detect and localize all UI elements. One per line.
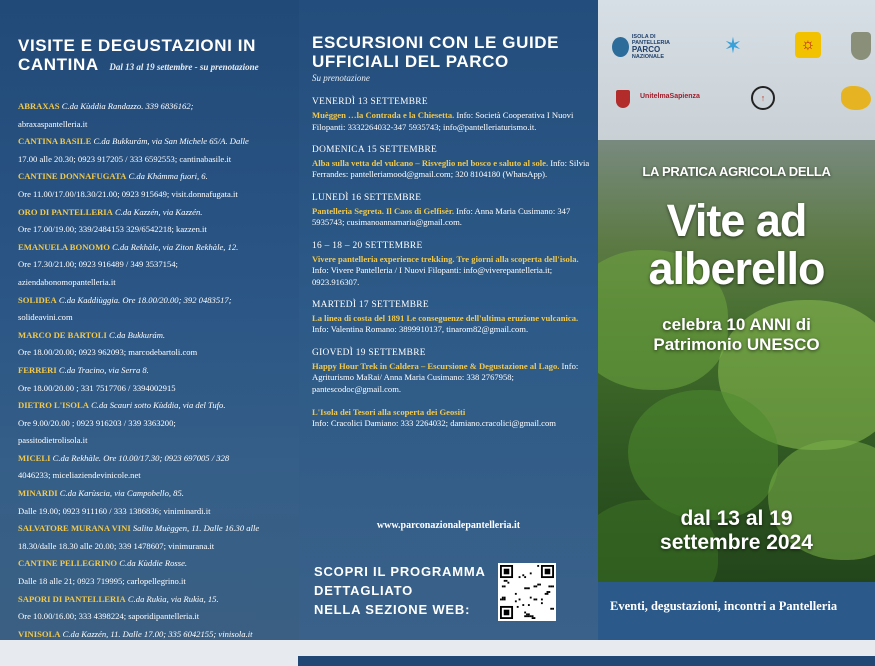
winery-name: MARCO DE BARTOLI	[18, 329, 107, 340]
winery-name: DIETRO L'ISOLA	[18, 400, 89, 411]
excursion-date: GIOVEDÌ 19 SETTEMBRE	[312, 347, 426, 358]
winery-name: VINISOLA	[18, 628, 61, 639]
winery-name: CANTINE DONNAFUGATA	[18, 171, 127, 182]
winery-line1: Salita Muèggen, 11. Dalle 16.30 alle	[130, 523, 260, 534]
winery-line1: C.da Rekhàle, via Ziton Rekhàle, 12.	[109, 241, 239, 252]
winery-line2: 17.00 alle 20.30; 0923 917205 / 333 6592553; cantinabasile.it	[18, 153, 232, 164]
winery-entry	[18, 450, 296, 485]
excursion-date: LUNEDÌ 16 SETTEMBRE	[312, 192, 422, 203]
cover-kicker: LA PRATICA AGRICOLA DELLA	[642, 164, 831, 179]
winery-entry	[18, 239, 296, 292]
cta-line1: SCOPRI IL PROGRAMMA	[314, 564, 486, 579]
winery-entry	[18, 133, 296, 168]
excursion-title: Pantelleria Segreta. Il Caos di Gelfisèr.	[312, 206, 455, 217]
next-page-edge	[298, 656, 875, 666]
parco-nazionale-logo	[612, 30, 670, 64]
cover-tagline: Eventi, degustazioni, incontri a Pantelleria	[610, 599, 838, 613]
winery-line1: C.da Bukkurám, via San Michele 65/A. Dalle	[91, 136, 249, 147]
parco-line4: NAZIONALE	[631, 54, 664, 60]
winery-line3: passitodietrolisola.it	[18, 435, 88, 446]
sicily-logo-icon: ☼	[795, 32, 821, 58]
cover-subtitle-line1: celebra 10 ANNI di	[662, 315, 811, 334]
cover-dates-line2: settembre 2024	[660, 531, 813, 554]
excursion-title: Vivere pantelleria experience trekking. Tre giorni alla scoperta dell'isola.	[312, 253, 579, 264]
cover-title-line2: alberello	[648, 243, 825, 294]
winery-entry	[18, 555, 296, 590]
cover-title-line1: Vite ad	[666, 195, 807, 246]
excursion-title: La linea di costa del 1891 Le conseguenze dell'ultima eruzione vulcanica.	[312, 313, 579, 324]
excursion-title: Happy Hour Trek in Caldera – Escursione & Degustazione al Lago.	[312, 361, 560, 372]
crest-small-icon	[616, 90, 630, 108]
cover-dates-line1: dal 13 al 19	[680, 507, 793, 530]
excursion-info: Info: Vivere Pantelleria / I Nuovi Filopanti: info@viverepantelleria.it; 0923.916307.	[312, 265, 553, 287]
winery-line1: C.da Kazzén, via Kazzén.	[112, 206, 203, 217]
winery-line2: Ore 18.00/20.00; 0923 962093; marcodebartoli.com	[18, 347, 198, 358]
winery-line1: C.da Scauri sotto Kùddia, via del Tufo.	[88, 400, 226, 411]
winery-line1: C.da Tracino, via Serra 8.	[56, 364, 149, 375]
excursion-info: Info: Agriturismo MaRai/ Anna Maria Cusimano: 338 2767958; pantescodoc@gmail.com.	[312, 361, 579, 394]
event-list	[312, 97, 592, 442]
winery-entry	[18, 397, 296, 450]
wineries-subtitle: Dal 13 al 19 settembre - su prenotazione	[109, 62, 259, 72]
jrc-logo-icon: ↑	[751, 86, 775, 110]
excursion-entry	[312, 97, 592, 133]
excursions-title-line1: ESCURSIONI CON LE GUIDE	[312, 33, 560, 52]
partner-leaf-logo-icon	[841, 86, 871, 110]
winery-line1: C.da Karùscia, via Campobello, 85.	[57, 488, 184, 499]
excursions-title	[312, 33, 592, 71]
cover-panel	[598, 0, 875, 640]
winery-entry	[18, 204, 296, 239]
winery-entry	[18, 168, 296, 203]
winery-line2: Ore 11.00/17.00/18.30/21.00; 0923 915649; visit.donnafugata.it	[18, 188, 238, 199]
excursions-title-line2: UFFICIALI DEL PARCO	[312, 52, 509, 71]
excursions-panel	[299, 0, 598, 640]
wineries-title-line2: CANTINA	[18, 55, 99, 74]
winery-entry	[18, 362, 296, 397]
excursion-entry	[312, 407, 592, 430]
winery-line1: C.da Rekhàle. Ore 10.00/17.30; 0923 697005 / 328	[50, 452, 230, 463]
website-link[interactable]: www.parconazionalepantelleria.it	[376, 520, 521, 531]
unitelma-logo: UnitelmaSapienza	[640, 93, 700, 100]
excursion-date: 16 – 18 – 20 SETTEMBRE	[312, 240, 423, 251]
winery-entry	[18, 292, 296, 327]
winery-name: FERRERI	[18, 364, 57, 375]
municipality-crest-icon	[851, 32, 871, 60]
winery-line1: C.da Kaddiùggia. Ore 18.00/20.00; 392 0483517;	[56, 294, 232, 305]
program-cta	[314, 562, 486, 619]
excursion-entry	[312, 348, 592, 395]
excursion-info: Info: Anna Maria Cusimano: 347 5935743; cusimanoannamaria@gmail.com.	[312, 206, 571, 228]
winery-name: SALVATORE MURANA VINI	[18, 523, 131, 534]
wineries-title	[18, 36, 288, 77]
winery-entry	[18, 626, 296, 640]
excursion-title: Muèggen …la Contrada e la Chiesetta.	[312, 110, 455, 121]
excursion-entry	[312, 241, 592, 288]
wineries-panel	[0, 0, 299, 640]
winery-line2: Ore 18.00/20.00 ; 331 7517706 / 3394002915	[18, 382, 176, 393]
winery-line2: Ore 17.00/19.00; 339/2484153 329/6542218; kazzen.it	[18, 224, 207, 235]
winery-line1: C.da Kùddia Randazzo. 339 6836162;	[59, 101, 194, 111]
winery-line2: Ore 10.00/16.00; 333 4398224; saporidipantelleria.it	[18, 611, 200, 622]
excursion-info: Info: Cracolici Damiano: 333 2264032; damiano.cracolici@gmail.com	[312, 418, 556, 429]
cover-subtitle-line2: Patrimonio UNESCO	[653, 335, 820, 354]
winery-line1: C.da Kùddie Rosse.	[117, 558, 188, 569]
parco-line1: ISOLA DI	[631, 34, 656, 40]
excursion-info: Info: Valentina Romano: 3899910137, tinarom82@gmail.com.	[312, 324, 529, 335]
winery-line1: C.da Rukìa, via Rukìa, 15.	[125, 593, 219, 604]
winery-entry	[18, 591, 296, 626]
winery-line2: Ore 17.30/21.00; 0923 916489 / 349 3537154;	[18, 259, 178, 270]
winery-list	[18, 98, 296, 640]
excursion-info: Info: Società Cooperativa I Nuovi Filopanti: 3332264032-347 5935743; info@pantelleriaturismo.it.	[312, 110, 574, 132]
cover-dates	[598, 507, 875, 555]
cover-subtitle	[598, 315, 875, 355]
qr-code-icon[interactable]	[498, 563, 556, 621]
winery-name: MICELI	[18, 452, 51, 463]
winery-name: CANTINE PELLEGRINO	[18, 558, 118, 569]
winery-name: SOLIDEA	[18, 294, 57, 305]
winery-name: EMANUELA BONOMO	[18, 241, 110, 252]
winery-name: MINARDI	[18, 488, 58, 499]
excursion-date: DOMENICA 15 SETTEMBRE	[312, 144, 438, 155]
excursions-subtitle: Su prenotazione	[312, 73, 370, 83]
winery-name: SAPORI DI PANTELLERIA	[18, 593, 126, 604]
winery-line2: abraxaspantelleria.it	[18, 118, 88, 129]
parco-line2: PANTELLERIA	[631, 40, 670, 46]
winery-line2: 4046233; miceliaziendevinicole.net	[18, 470, 141, 481]
cover-title	[598, 197, 875, 293]
cover-tagline-bar	[598, 582, 875, 640]
winery-entry	[18, 327, 296, 362]
winery-line2: Dalle 19.00; 0923 911160 / 333 1386836; viniminardi.it	[18, 505, 211, 516]
winery-line1: C.da Bukkurám.	[106, 329, 166, 340]
parco-line3: PARCO	[631, 45, 661, 54]
winery-name: CANTINA BASILE	[18, 136, 92, 147]
cta-line3: NELLA SEZIONE WEB:	[314, 602, 471, 617]
cta-line2: DETTAGLIATO	[314, 583, 414, 598]
winery-name: ABRAXAS	[18, 101, 60, 111]
winery-name: ORO DI PANTELLERIA	[18, 206, 113, 217]
winery-line1: C.da Kazzén, 11. Dalle 17.00; 335 6042155; vinisola.it	[60, 628, 253, 639]
winery-entry	[18, 520, 296, 555]
winery-line2: Ore 9.00/20.00 ; 0923 916203 / 339 3363200;	[18, 417, 176, 428]
excursion-title: L'Isola dei Tesori alla scoperta dei Geositi	[312, 406, 466, 417]
excursion-date: VENERDÌ 13 SETTEMBRE	[312, 97, 428, 107]
wineries-title-line1: VISITE E DEGUSTAZIONI IN	[18, 36, 256, 55]
winery-line2: solideavini.com	[18, 312, 73, 323]
excursion-date: MARTEDÌ 17 SETTEMBRE	[312, 299, 429, 310]
excursion-info: Info: Silvia Ferrandes: pantelleriamood@gmail.com; 320 8104180 (WhatsApp).	[312, 158, 590, 180]
excursion-entry	[312, 145, 592, 181]
winery-line3: aziendabonomopantelleria.it	[18, 276, 116, 287]
excursion-entry	[312, 300, 592, 336]
winery-entry	[18, 98, 296, 133]
winery-line1: C.da Khámma fuori, 6.	[126, 171, 208, 182]
excursion-entry	[312, 193, 592, 229]
winery-line2: 18.30/dalle 18.30 alle 20.00; 339 1478607; vinimurana.it	[18, 540, 215, 551]
excursion-title: Alba sulla vetta del vulcano – Risveglio nel bosco e saluto al sole.	[312, 158, 549, 169]
star-logo-icon: ✶	[723, 33, 743, 58]
winery-entry	[18, 485, 296, 520]
winery-line2: Dalle 18 alle 21; 0923 719995; carlopellegrino.it	[18, 576, 186, 587]
